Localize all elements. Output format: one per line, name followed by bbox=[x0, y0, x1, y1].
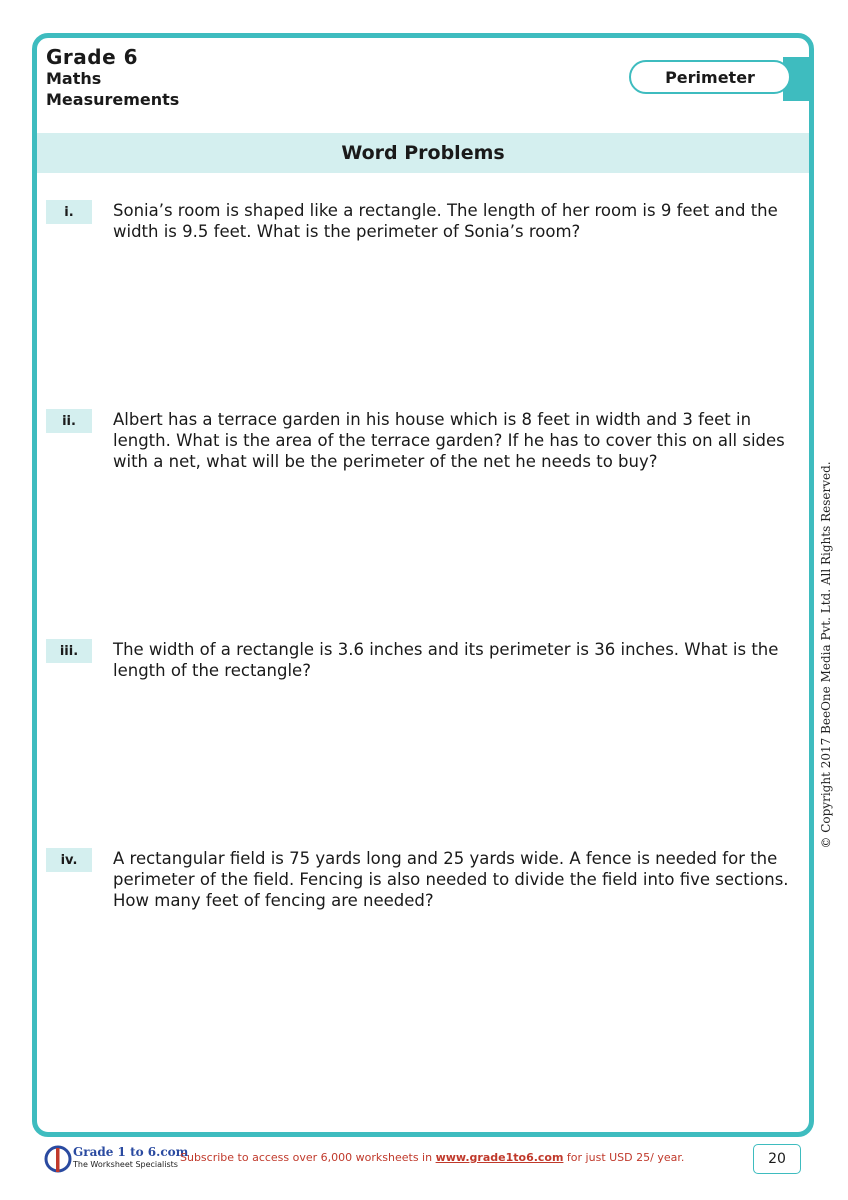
topic-label: Measurements bbox=[46, 90, 180, 109]
subscribe-banner bbox=[180, 1151, 684, 1164]
section-title: Word Problems bbox=[37, 133, 809, 173]
grade-heading: Grade 6 bbox=[46, 45, 139, 69]
page-border bbox=[32, 33, 814, 1137]
subject-label: Maths bbox=[46, 69, 102, 88]
subscribe-suffix: for just USD 25/ year. bbox=[563, 1151, 685, 1164]
page-number: 20 bbox=[753, 1144, 801, 1174]
subscribe-prefix: Subscribe to access over 6,000 worksheets in bbox=[180, 1151, 436, 1164]
question-text: The width of a rectangle is 3.6 inches and its perimeter is 36 inches. What is the length of the rectangle? bbox=[113, 640, 779, 680]
question-number: ii. bbox=[46, 409, 92, 433]
question-number: iv. bbox=[46, 848, 92, 872]
question-number: iii. bbox=[46, 639, 92, 663]
logo-icon bbox=[44, 1144, 74, 1174]
logo-tagline: The Worksheet Specialists bbox=[73, 1160, 178, 1169]
copyright-notice: © Copyright 2017 BeeOne Media Pvt. Ltd. All Rights Reserved. bbox=[819, 461, 833, 849]
question-text: Albert has a terrace garden in his house which is 8 feet in width and 3 feet in length. What is the area of the terrace garden? If he has to cover this on all sides with a net, what will be the perimeter of the net he needs to buy? bbox=[113, 410, 785, 471]
website-link[interactable]: www.grade1to6.com bbox=[435, 1151, 564, 1164]
worksheet-label: Perimeter bbox=[629, 60, 791, 94]
question-text: Sonia’s room is shaped like a rectangle. The length of her room is 9 feet and the width is 9.5 feet. What is the perimeter of Sonia’s room? bbox=[113, 201, 778, 241]
question-number: i. bbox=[46, 200, 92, 224]
question-text: A rectangular field is 75 yards long and 25 yards wide. A fence is needed for the perimeter of the field. Fencing is also needed to divide the field into five sections. How many feet of fencing are needed? bbox=[113, 849, 789, 910]
logo-name: Grade 1 to 6.com bbox=[73, 1145, 189, 1159]
